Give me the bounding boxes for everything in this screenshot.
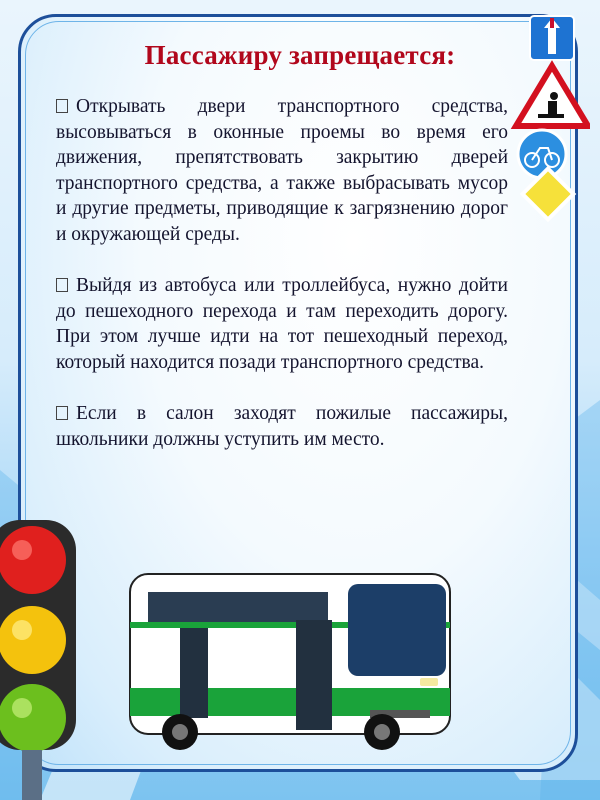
bicycle-path-sign-icon (518, 130, 566, 178)
poster-content (56, 94, 508, 478)
checkbox-bullet-icon (56, 406, 68, 420)
rule-paragraph (56, 94, 508, 248)
road-sign-one-way-icon (530, 16, 574, 60)
checkbox-bullet-icon (56, 278, 68, 292)
bus-illustration (120, 560, 480, 760)
traffic-light-icon (0, 520, 90, 800)
road-works-sign-icon (516, 66, 588, 126)
rule-paragraph (56, 401, 508, 452)
road-signs-group (510, 14, 590, 224)
rule-text: Если в салон заходят пожилые пассажиры, школьники должны уступить им место. (56, 403, 508, 450)
poster-title: Пассажиру запрещается: (144, 40, 456, 70)
checkbox-bullet-icon (56, 99, 68, 113)
rule-paragraph (56, 273, 508, 375)
rule-text: Открывать двери транспортного средства, высовываться в оконные проемы во время его движения, препятствовать закрытию дверей транспортного средства, а также выбрасывать мусор и другие предметы, приводящие к загрязнению дорог и окружающей среды. (56, 96, 508, 245)
rule-text: Выйдя из автобуса или троллейбуса, нужно дойти до пешеходного перехода и там переходить дорогу. При этом лучше идти на тот пешеходный переход, который находится позади транспортного средства. (56, 275, 508, 373)
